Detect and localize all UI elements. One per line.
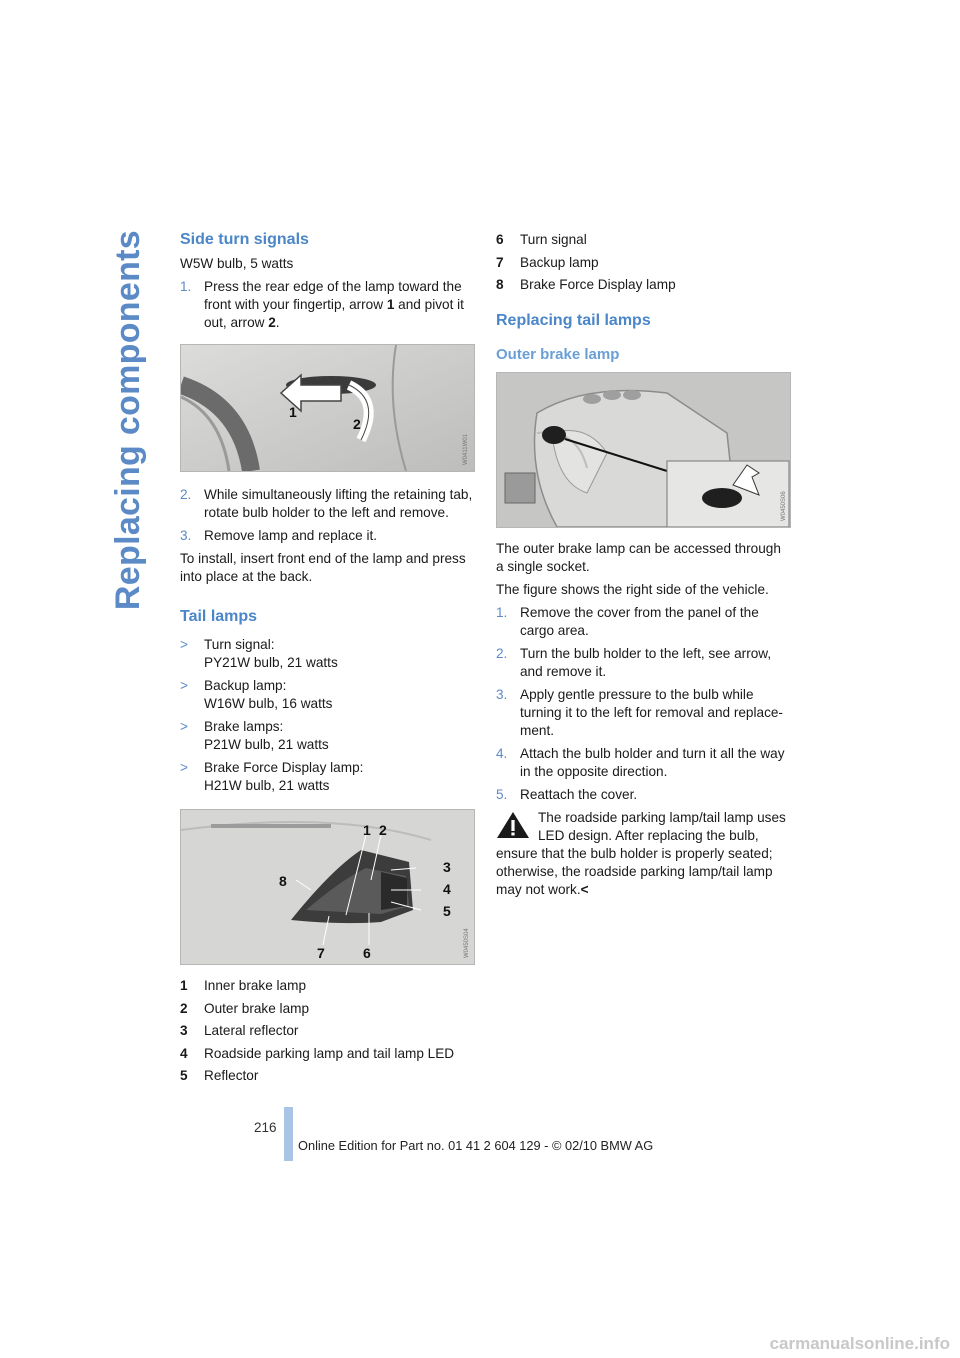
- edition-note: Online Edition for Part no. 01 41 2 604 129 - © 02/10 BMW AG: [298, 1138, 654, 1153]
- watermark: carmanualsonline.info: [769, 1334, 950, 1353]
- step-number: 2.: [180, 487, 192, 502]
- install-note: To install, insert front end of the lamp and press into place at the back.: [180, 551, 466, 584]
- legend-item: 3 Lateral reflector: [180, 1023, 299, 1039]
- right-column: [496, 231, 791, 899]
- outer-brake-p1: The outer brake lamp can be accessed through a single socket.: [496, 541, 781, 575]
- legend-item: 5 Reflector: [180, 1068, 259, 1084]
- fig-code: W0450S04: [464, 928, 470, 958]
- legend-item: 2 Outer brake lamp: [180, 1000, 310, 1016]
- side-turn-illustration: [181, 345, 474, 471]
- side-turn-bulb: W5W bulb, 5 watts: [180, 256, 294, 271]
- replace-step: 2. Turn the bulb holder to the left, see arrow, and remove it.: [496, 646, 772, 680]
- legend-item: 8 Brake Force Display lamp: [496, 277, 676, 293]
- legend-item: 7 Backup lamp: [496, 254, 599, 270]
- fig-label: 1: [289, 404, 297, 420]
- legend-item: 1 Inner brake lamp: [180, 978, 307, 993]
- side-turn-step-1: [180, 278, 475, 332]
- footer-bar: [284, 1107, 293, 1161]
- replace-step: 5. Reattach the cover.: [496, 787, 638, 803]
- fig-label: 7: [317, 945, 325, 961]
- end-mark: <: [580, 882, 589, 898]
- side-turn-figure: [180, 344, 475, 472]
- tail-lamp-bullet: > Backup lamp: W16W bulb, 16 watts: [180, 678, 333, 711]
- legend-item: 4 Roadside parking lamp and tail lamp LED: [180, 1045, 455, 1061]
- left-column: [180, 231, 475, 1090]
- replace-step: 3. Apply gentle pressure to the bulb while turning it to the left for removal and replace-ment.: [496, 687, 783, 739]
- side-turn-step-2: [180, 486, 475, 522]
- step-number: 1.: [180, 279, 192, 294]
- tail-lamp-bullet: > Turn signal: PY21W bulb, 21 watts: [180, 637, 338, 670]
- fig-label: 5: [443, 903, 451, 919]
- warning-text: The roadside parking lamp/tail lamp uses LED design. After replacing the bulb, ensure that the bulb holder is properly seated; otherwise, the roadside parking lamp/tail lamp may not work.: [496, 810, 786, 898]
- replace-step: 4. Attach the bulb holder and turn it all the way in the opposite direction.: [496, 746, 785, 780]
- fig-label: 2: [353, 416, 361, 432]
- section-tab: [100, 230, 156, 770]
- tail-lamp-illustration: [181, 810, 474, 964]
- fig-label: 6: [363, 945, 371, 961]
- fig-code: W0450S06: [781, 491, 787, 522]
- step-text: Press the rear edge of the lamp toward the front with your fingertip, arrow 1 and pivot it out, arrow 2.: [204, 279, 464, 330]
- outer-brake-illustration: [497, 373, 790, 527]
- fig-label: 1: [363, 822, 371, 838]
- outer-brake-p2: The figure shows the right side of the vehicle.: [496, 582, 769, 598]
- warning-note: [496, 809, 791, 899]
- fig-label: 2: [379, 822, 387, 838]
- step-text: Remove lamp and replace it.: [204, 528, 378, 543]
- step-text: While simultaneously lifting the retaining tab, rotate bulb holder to the left and remove.: [204, 487, 473, 520]
- replace-step: 1. Remove the cover from the panel of the cargo area.: [496, 605, 759, 639]
- legend-item: 6 Turn signal: [496, 232, 587, 247]
- tail-lamp-figure: [180, 809, 475, 965]
- step-number: 3.: [180, 528, 192, 543]
- fig-label: 4: [443, 881, 451, 897]
- page-number: 216: [254, 1120, 277, 1135]
- outer-brake-subtitle: Outer brake lamp: [496, 346, 620, 364]
- side-turn-step-3: [180, 527, 475, 545]
- tail-lamp-bullet: > Brake Force Display lamp: H21W bulb, 21 watts: [180, 760, 364, 793]
- side-turn-title: Side turn signals: [180, 231, 309, 248]
- tail-lamp-bullet: > Brake lamps: P21W bulb, 21 watts: [180, 719, 329, 752]
- fig-label: 3: [443, 859, 451, 875]
- outer-brake-figure: [496, 372, 791, 528]
- tail-lamps-title: Tail lamps: [180, 608, 258, 625]
- fig-code: W0411W01: [463, 434, 469, 465]
- section-tab-label: Replacing components: [108, 230, 147, 611]
- replacing-title: Replacing tail lamps: [496, 312, 651, 330]
- warning-icon: [496, 811, 530, 839]
- fig-label: 8: [279, 873, 287, 889]
